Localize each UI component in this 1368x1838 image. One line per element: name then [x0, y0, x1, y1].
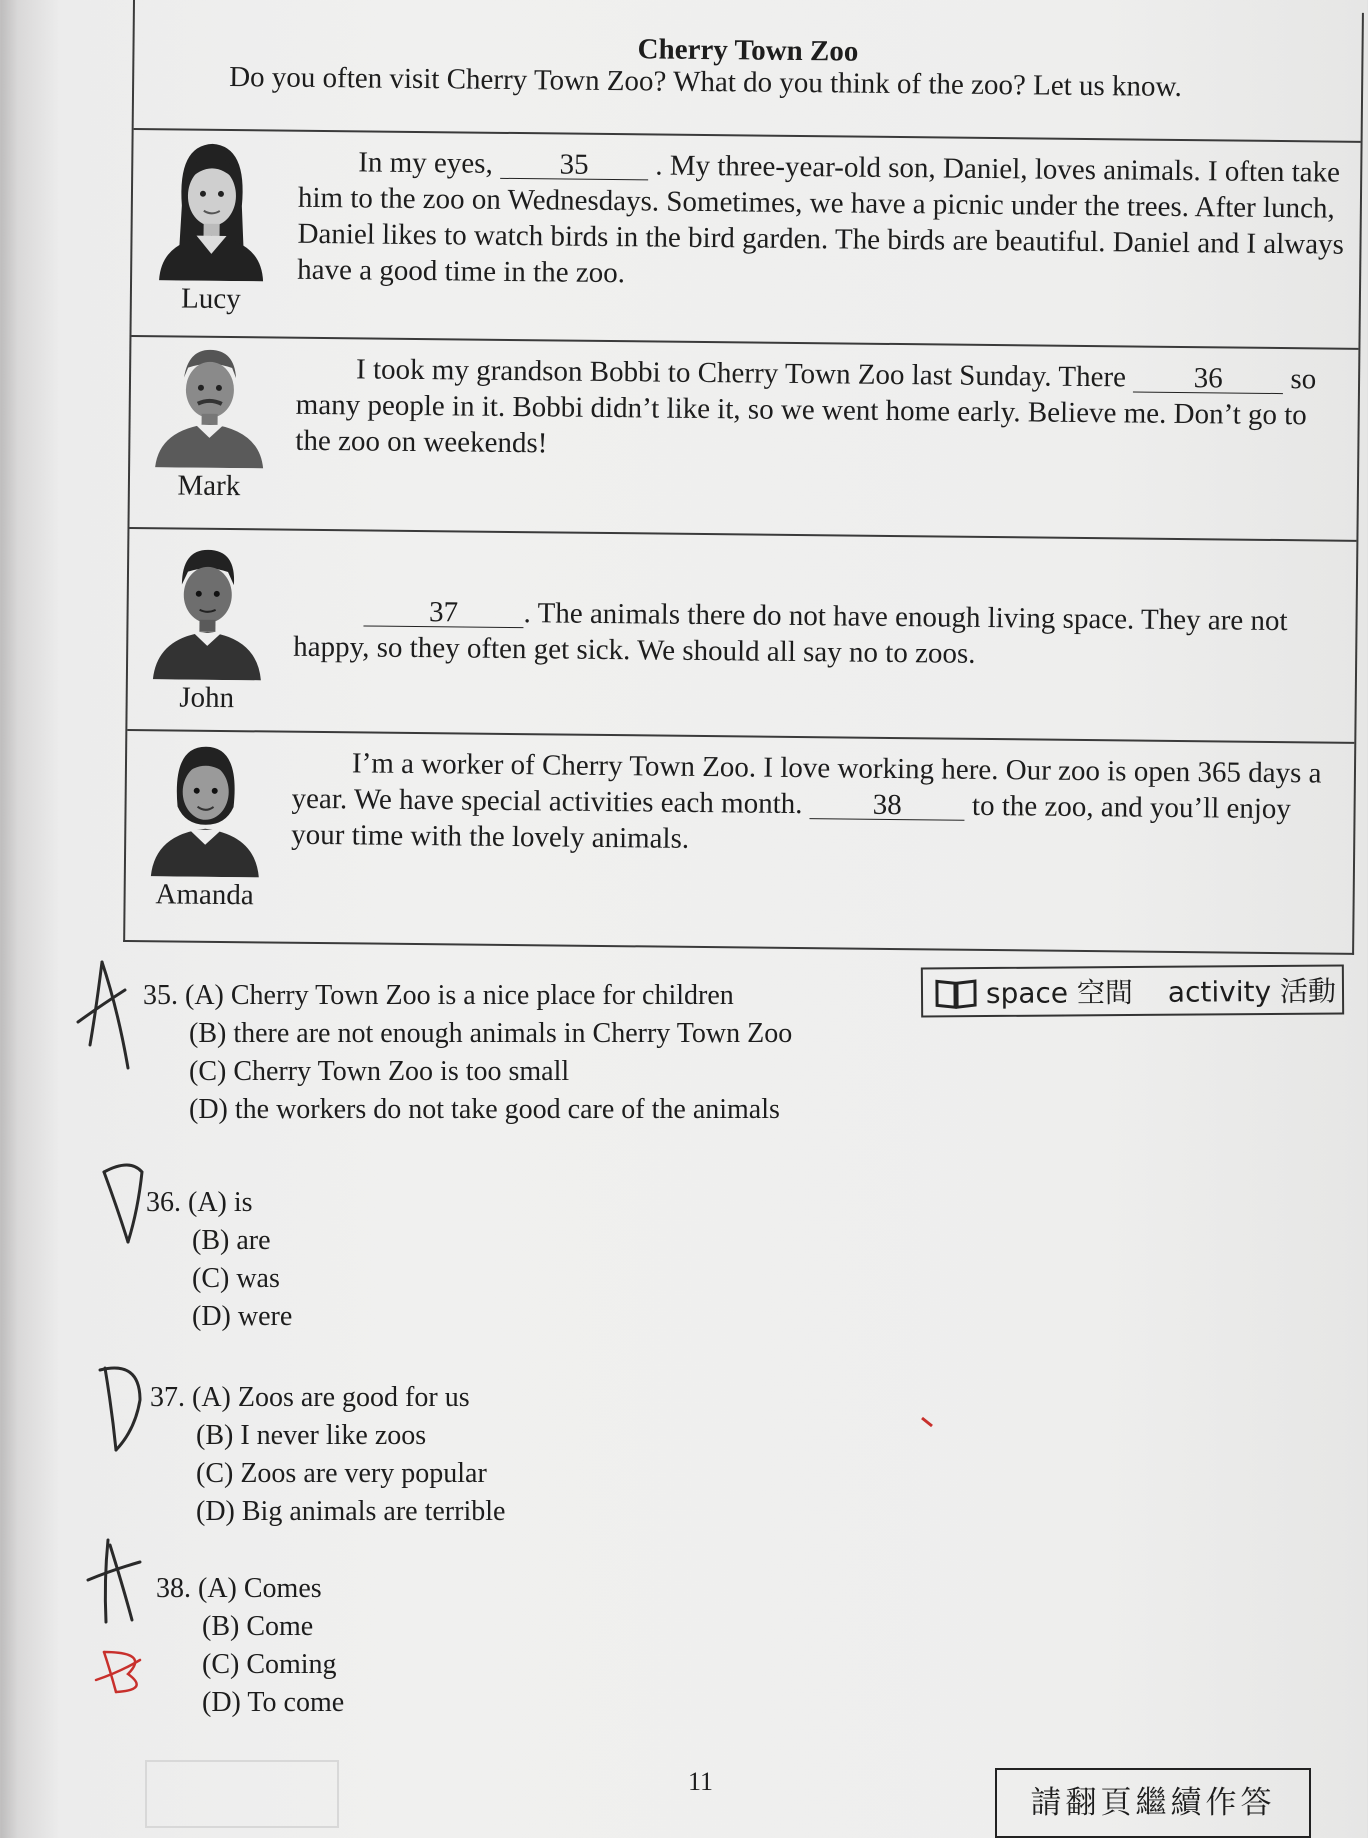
- option-d: (D) Big animals are terrible: [196, 1496, 506, 1527]
- question-number: 38.: [156, 1573, 191, 1604]
- option-b: (B) Come: [202, 1611, 314, 1642]
- blank-37: 37: [363, 597, 523, 628]
- vocab-word-space: space 空間: [985, 975, 1134, 1011]
- person-amanda: [139, 736, 271, 912]
- book-icon: [935, 977, 977, 1009]
- post-text-after: . The animals there do not have enough living space. They are not happy, so they often get sick. We should all say no to zoos.: [293, 597, 1288, 670]
- option-c: (C) Zoos are very popular: [196, 1458, 487, 1489]
- handwritten-answer-38: [88, 1540, 140, 1622]
- page-number: 11: [688, 1767, 714, 1796]
- person-lucy: [146, 135, 278, 316]
- post-text: [297, 144, 1345, 299]
- vocab-word-activity: activity 活動: [1167, 974, 1337, 1009]
- question-37: [150, 1379, 505, 1531]
- red-correction-38: [96, 1652, 140, 1692]
- person-john: [142, 539, 274, 715]
- zoo-subtitle: Do you often visit Cherry Town Zoo? What do you think of the zoo? Let us know.: [229, 61, 1182, 103]
- woman-worker-avatar-icon: [145, 736, 266, 877]
- person-mark: [144, 337, 276, 503]
- boy-avatar-icon: [147, 539, 268, 680]
- man-avatar-icon: [149, 337, 270, 468]
- handwritten-answer-35: [78, 962, 128, 1068]
- woman-avatar-icon: [151, 135, 273, 281]
- question-number: 35.: [143, 980, 178, 1011]
- question-number: 37.: [150, 1382, 185, 1413]
- option-c: (C) was: [192, 1263, 280, 1294]
- blank-36: 36: [1133, 363, 1283, 394]
- option-d: (D) the workers do not take good care of the animals: [189, 1094, 780, 1125]
- post-text-after: . My three-year-old son, Daniel, loves animals. I often take him to the zoo on Wednesdays. Sometimes, we have a picnic under the trees. After lunch, Daniel likes to watch birds in the bird garden. The birds are beautiful. Daniel and I always have a good time in the zoo.: [297, 149, 1345, 290]
- person-name: Lucy: [180, 282, 241, 316]
- option-a: (A) is: [188, 1187, 253, 1218]
- table-header: [134, 0, 1362, 143]
- question-38: [156, 1570, 344, 1722]
- person-name: Amanda: [155, 878, 254, 912]
- zoo-reading-table: [123, 0, 1364, 955]
- handwritten-answer-36: [104, 1165, 142, 1242]
- option-d: (D) were: [192, 1301, 293, 1332]
- post-row-john: [127, 529, 1356, 744]
- option-b: (B) there are not enough animals in Cherry Town Zoo: [189, 1018, 793, 1049]
- faded-stamp: [145, 1760, 339, 1828]
- option-a: (A) Cherry Town Zoo is a nice place for children: [185, 980, 734, 1011]
- option-c: (C) Coming: [202, 1649, 337, 1680]
- post-row-mark: [129, 337, 1358, 542]
- option-b: (B) are: [192, 1225, 271, 1256]
- blank-38: 38: [810, 790, 965, 821]
- post-row-lucy: [131, 130, 1360, 350]
- turn-page-box: 請翻頁繼續作答: [995, 1768, 1311, 1838]
- red-tick-mark: [922, 1418, 932, 1426]
- post-text: [295, 351, 1343, 470]
- person-name: John: [179, 681, 235, 715]
- post-text-before: I took my grandson Bobbi to Cherry Town Zoo last Sunday. There: [355, 353, 1127, 394]
- post-text-before: In my eyes,: [358, 146, 493, 180]
- option-a: (A) Comes: [198, 1573, 322, 1604]
- post-row-amanda: [125, 731, 1354, 949]
- option-a: (A) Zoos are good for us: [192, 1382, 470, 1413]
- handwritten-answer-37: [100, 1368, 140, 1450]
- post-text: [293, 593, 1341, 676]
- person-name: Mark: [177, 469, 241, 503]
- question-36: [146, 1184, 292, 1336]
- option-c: (C) Cherry Town Zoo is too small: [189, 1056, 570, 1087]
- option-d: (D) To come: [202, 1687, 345, 1718]
- question-number: 36.: [146, 1187, 181, 1218]
- blank-35: 35: [500, 150, 648, 181]
- question-35: [143, 977, 792, 1129]
- option-b: (B) I never like zoos: [196, 1420, 427, 1451]
- vocabulary-box: [921, 965, 1344, 1018]
- post-text-before: I’m a worker of Cherry Town Zoo. I love working here. Our zoo is open 365 days a year. We have special activities each month.: [291, 747, 1322, 821]
- post-text-after: to the zoo, and you’ll enjoy your time with the lovely animals.: [291, 789, 1292, 855]
- zoo-title: Cherry Town Zoo: [637, 33, 859, 68]
- post-text-after: so many people in it. Bobbi didn’t like it, so we went home early. Believe me. Don’t go to the zoo on weekends!: [295, 363, 1317, 460]
- post-text: [291, 745, 1339, 864]
